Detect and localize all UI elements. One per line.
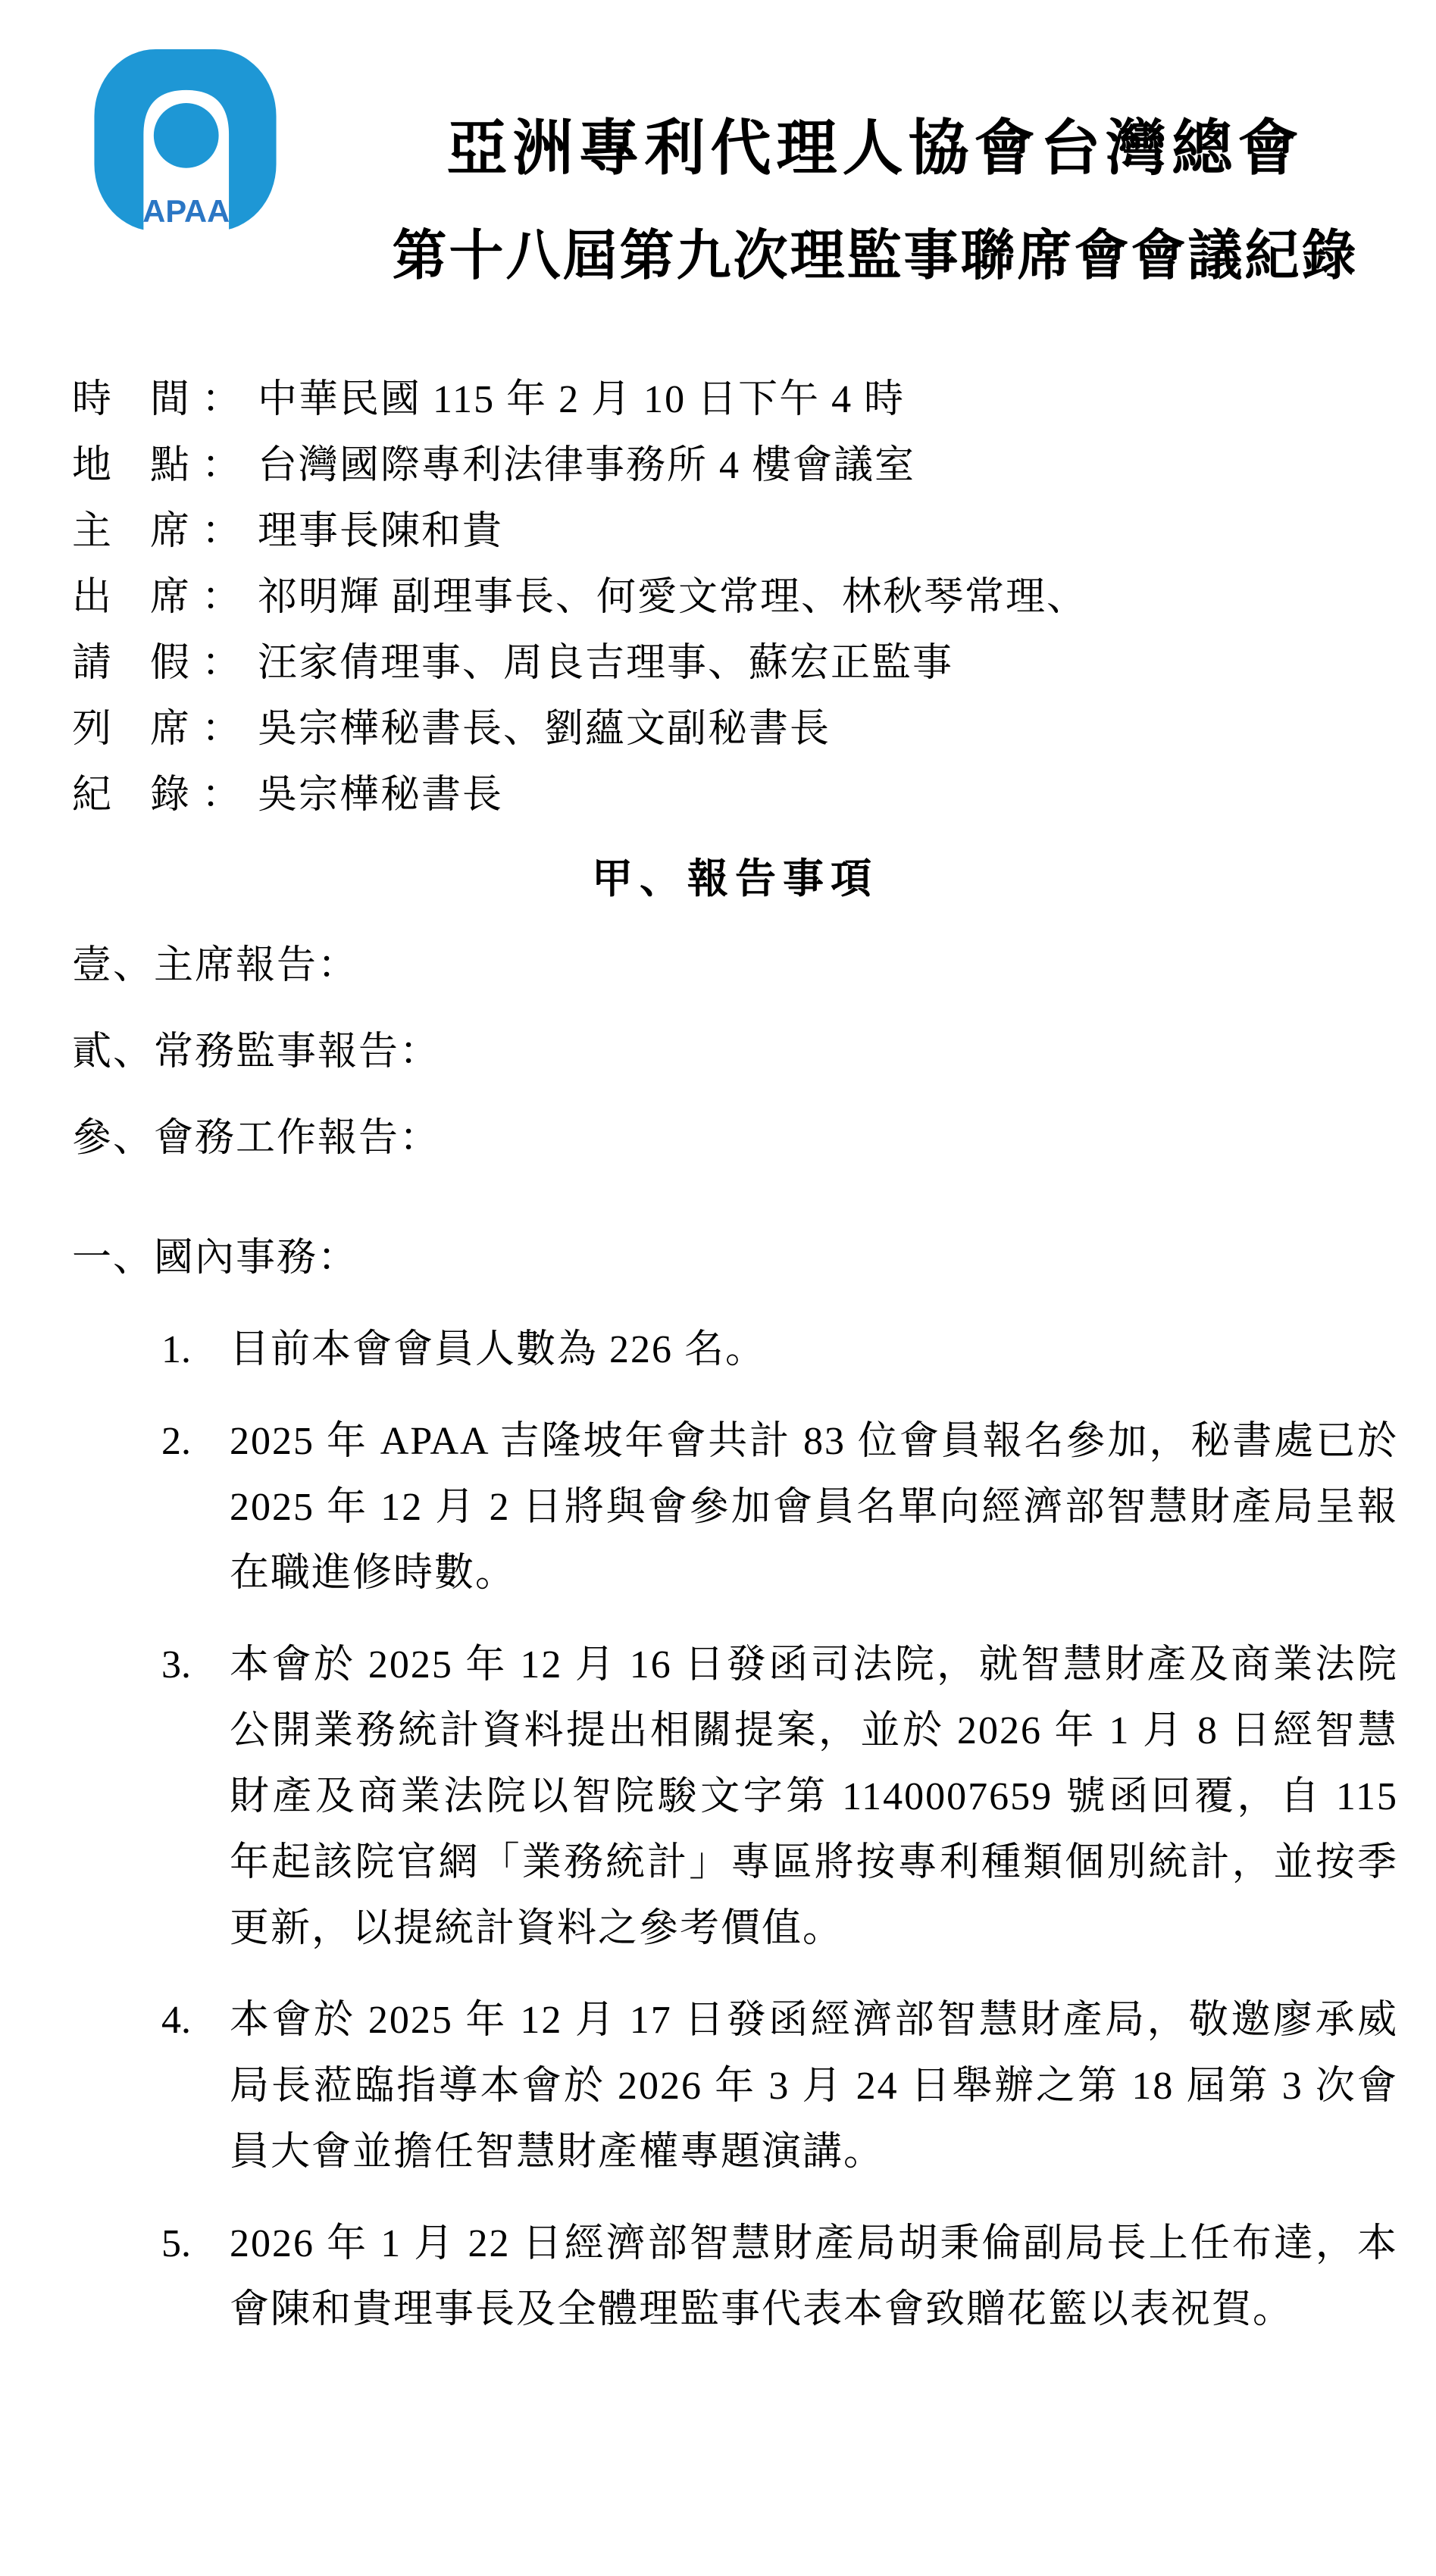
report-item [72,1317,1398,1383]
meta-label: 地 點 [72,444,192,487]
meta-label: 時 間 [72,378,192,421]
meta-colon: ： [202,378,243,421]
meta-label: 列 席 [72,708,192,751]
meta-row [72,696,1398,762]
meta-value: 汪家倩理事、周良吉理事、蘇宏正監事 [258,642,954,685]
item-number: 1. [161,1328,191,1371]
meta-value: 吳宗樺秘書長 [258,774,504,817]
logo-dot [154,103,219,168]
meta-row [72,630,1398,696]
item-number: 4. [161,1999,191,2042]
item-text: 本會於 2025 年 12 月 17 日發函經濟部智慧財產局，敬邀廖承威局長蒞臨指導本會於 2026 年 3 月 24 日舉辦之第 18 屆第 3 次會員大會並擔任智慧財產權專題演講。 [230,1999,1398,2174]
meta-label: 紀 錄 [72,774,192,817]
meta-label: 請 假 [72,642,192,685]
meta-row [72,499,1398,564]
report-items [72,1317,1398,2343]
meta-row [72,433,1398,499]
meta-colon: ： [202,708,243,751]
report-item [72,1408,1398,1606]
item-number: 5. [161,2222,191,2265]
meta-row [72,762,1398,828]
meta-colon: ： [202,444,243,487]
part-heading: 甲、報告事項 [592,856,878,902]
item-text: 2026 年 1 月 22 日經濟部智慧財產局胡秉倫副局長上任布達，本會陳和貴理事長及全體理監事代表本會致贈花籃以表祝賀。 [230,2222,1398,2331]
meta-row [72,564,1398,630]
item-text: 目前本會會員人數為 226 名。 [230,1328,767,1371]
meeting-title: 第十八屆第九次理監事聯席會會議紀錄 [392,226,1359,286]
meta-label: 主 席 [72,510,192,553]
subsection-heading: 一、國內事務： [72,1236,359,1280]
meta-row [72,367,1398,433]
meta-value: 中華民國 115 年 2 月 10 日下午 4 時 [258,378,906,421]
section-heading: 壹、主席報告： [72,944,359,987]
meta-label: 出 席 [72,576,192,619]
report-item [72,1632,1398,1962]
meta-value: 祁明輝 副理事長、何愛文常理、林秋琴常理、 [258,576,1088,619]
item-text: 2025 年 APAA 吉隆坡年會共計 83 位會員報名參加，秘書處已於 2025 年 12 月 2 日將與會參加會員名單向經濟部智慧財產局呈報在職進修時數。 [230,1420,1398,1595]
meta-colon: ： [202,642,243,685]
section-headings [72,933,1398,1171]
meta-colon: ： [202,774,243,817]
meeting-meta [72,367,1398,828]
logo-acronym: APAA [142,192,230,229]
meta-colon: ： [202,576,243,619]
section-heading: 參、會務工作報告： [72,1117,441,1160]
org-title: 亞洲專利代理人協會台灣總會 [446,116,1304,183]
section-heading: 貳、常務監事報告： [72,1030,441,1074]
item-number: 3. [161,1643,191,1687]
meta-value: 台灣國際專利法律事務所 4 樓會議室 [258,444,916,487]
meta-value: 吳宗樺秘書長、劉蘊文副秘書長 [258,708,831,751]
item-text: 本會於 2025 年 12 月 16 日發函司法院，就智慧財產及商業法院公開業務統計資料提出相關提案，並於 2026 年 1 月 8 日經智慧財產及商業法院以智院駿文字第 1140007659 號函回覆，自 115 年起該院官網「業務統計」專區將按專利種類個別統計，並按季更新，以提統計資料之參考價值。 [230,1643,1398,1950]
meta-value: 理事長陳和貴 [258,510,504,553]
apaa-logo-icon [92,47,278,233]
meta-colon: ： [202,510,243,553]
report-item [72,2211,1398,2343]
report-item [72,1987,1398,2185]
item-number: 2. [161,1420,191,1463]
